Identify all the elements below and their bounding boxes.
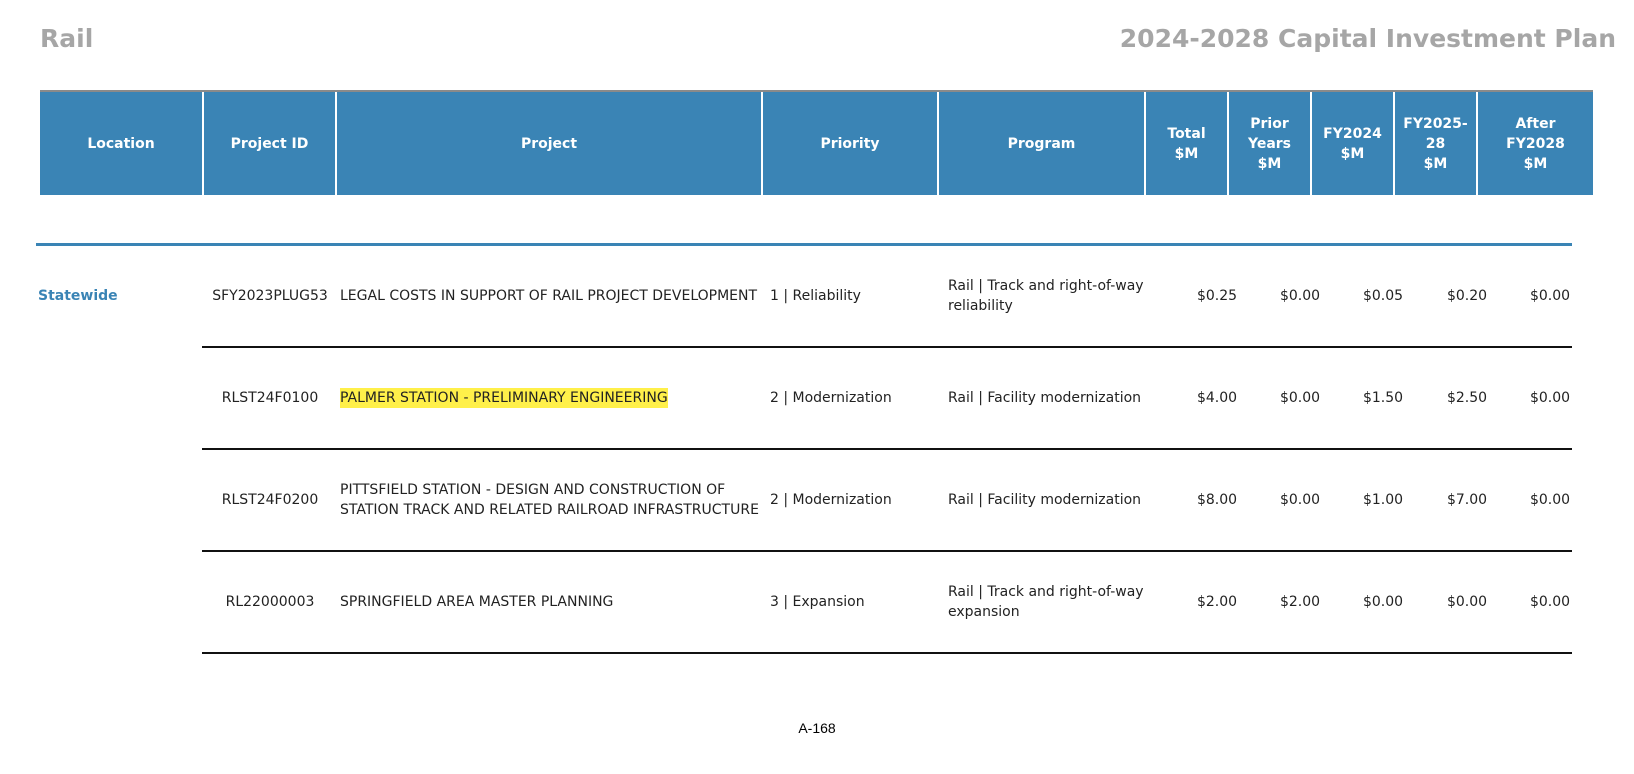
table-header: [40, 90, 1593, 195]
section-title: Rail: [40, 24, 94, 53]
highlighted-project-name: PALMER STATION - PRELIMINARY ENGINEERING: [340, 390, 668, 406]
prior-years-value: $2.00: [1279, 594, 1321, 610]
project-name: LEGAL COSTS IN SUPPORT OF RAIL PROJECT DEVELOPMENT: [340, 288, 758, 304]
priority: 1 | Reliability: [770, 288, 861, 304]
column-header-project: Project: [337, 92, 763, 195]
column-header-project-id: Project ID: [204, 92, 337, 195]
table-row: [0, 246, 1634, 346]
after-fy2028-value: $0.00: [1529, 390, 1571, 406]
total-value: $4.00: [1196, 390, 1238, 406]
fy2025-28-value: $2.50: [1446, 390, 1488, 406]
project-name: SPRINGFIELD AREA MASTER PLANNING: [340, 594, 614, 610]
prior-years-value: $0.00: [1279, 390, 1321, 406]
program: Rail | Facility modernization: [948, 390, 1142, 406]
plan-title: 2024-2028 Capital Investment Plan: [1119, 24, 1616, 53]
after-fy2028-value: $0.00: [1529, 288, 1571, 304]
table-row: [0, 450, 1634, 550]
project-id: RLST24F0200: [221, 492, 319, 508]
fy2024-value: $0.05: [1362, 288, 1404, 304]
column-header-total: Total $M: [1146, 92, 1229, 195]
program: Rail | Track and right-of-way expansion: [948, 584, 1144, 620]
location-label: Statewide: [38, 288, 118, 304]
project-id: RLST24F0100: [221, 390, 319, 406]
after-fy2028-value: $0.00: [1529, 594, 1571, 610]
page-number: A-168: [798, 720, 836, 736]
table-row: [0, 348, 1634, 448]
priority: 2 | Modernization: [770, 492, 892, 508]
total-value: $2.00: [1196, 594, 1238, 610]
total-value: $8.00: [1196, 492, 1238, 508]
project-name: PITTSFIELD STATION - DESIGN AND CONSTRUCTION OF STATION TRACK AND RELATED RAILROAD INFRASTRUCTURE: [340, 482, 759, 518]
prior-years-value: $0.00: [1279, 492, 1321, 508]
priority: 3 | Expansion: [770, 594, 865, 610]
column-header-program: Program: [939, 92, 1146, 195]
column-header-fy2025-28: FY2025-28 $M: [1395, 92, 1478, 195]
column-header-fy2024: FY2024 $M: [1312, 92, 1395, 195]
fy2025-28-value: $0.20: [1446, 288, 1488, 304]
fy2024-value: $1.50: [1362, 390, 1404, 406]
row-divider: [202, 652, 1572, 654]
fy2025-28-value: $0.00: [1446, 594, 1488, 610]
column-header-location: Location: [40, 92, 204, 195]
total-value: $0.25: [1196, 288, 1238, 304]
priority: 2 | Modernization: [770, 390, 892, 406]
after-fy2028-value: $0.00: [1529, 492, 1571, 508]
column-header-after-fy2028: After FY2028 $M: [1506, 115, 1565, 172]
fy2025-28-value: $7.00: [1446, 492, 1488, 508]
program: Rail | Facility modernization: [948, 492, 1142, 508]
table-row: [0, 552, 1634, 652]
prior-years-value: $0.00: [1279, 288, 1321, 304]
column-header-prior-years: Prior Years $M: [1229, 92, 1312, 195]
column-header-priority: Priority: [763, 92, 939, 195]
program: Rail | Track and right-of-way reliability: [948, 278, 1144, 314]
project-id: RL22000003: [225, 594, 315, 610]
project-id: SFY2023PLUG53: [212, 288, 328, 304]
fy2024-value: $1.00: [1362, 492, 1404, 508]
project-name: [340, 348, 760, 448]
fy2024-value: $0.00: [1362, 594, 1404, 610]
